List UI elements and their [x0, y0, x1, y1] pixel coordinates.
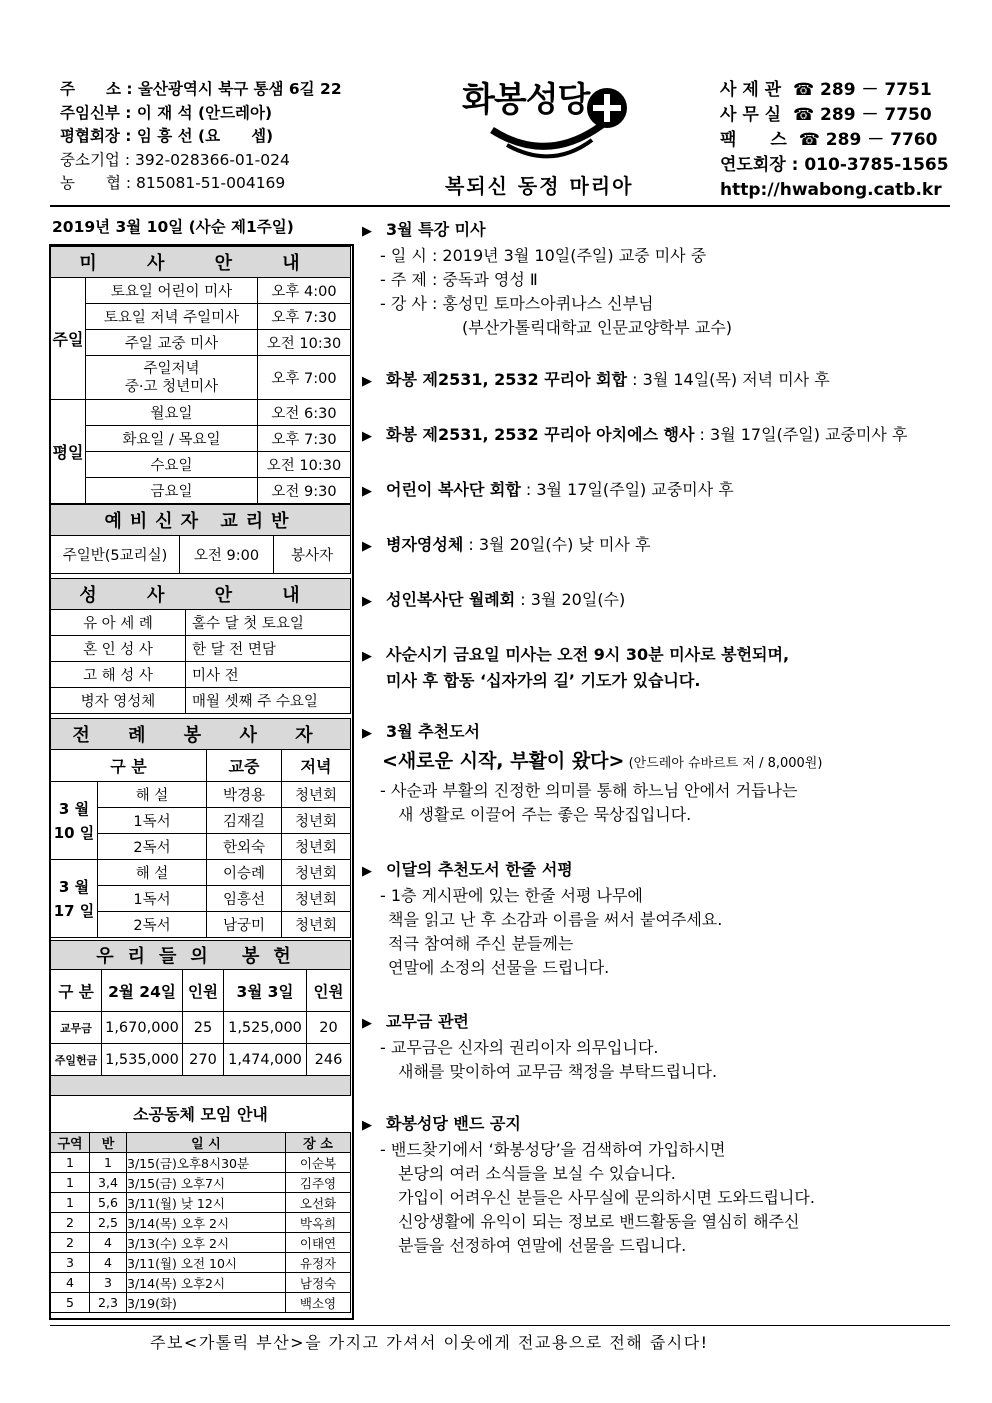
rosary-row: 연도회장 : 010-3785-1565	[720, 155, 949, 175]
notice-dues	[362, 1010, 717, 1084]
bank2-row: 농 협 : 815081-51-004169	[60, 174, 286, 192]
parish-subtitle: 복되신 동정 마리아	[445, 174, 634, 198]
liturgy-main: 임흥선	[207, 886, 282, 912]
mass-time: 오전 10:30	[258, 330, 351, 356]
mass-time: 오전 6:30	[258, 400, 351, 426]
notice-line: 연말에 소정의 선물을 드립니다.	[388, 958, 610, 977]
notice-line: - 강 사 : 홍성민 토마스아퀴나스 신부님	[380, 294, 654, 313]
address: 울산광역시 북구 통샘 6길 22	[137, 80, 342, 98]
offering-table	[50, 940, 351, 1096]
council-label: 평협회장	[60, 127, 120, 145]
community-cell: 3/14(목) 오후 2시	[127, 1213, 286, 1233]
notice-line: 분들을 선정하여 연말에 선물을 드립니다.	[398, 1236, 687, 1255]
notice-band	[362, 1112, 815, 1258]
notice-altar-servers	[362, 478, 734, 504]
address-label: 주 소	[60, 80, 121, 98]
notice-line: 신앙생활에 유익이 되는 정보로 밴드활동을 열심히 해주신	[398, 1212, 800, 1231]
community-header: 반	[90, 1133, 127, 1153]
liturgy-evening: 청년회	[282, 834, 351, 860]
mass-title: 미 사 안 내	[51, 247, 351, 278]
liturgy-main: 남궁미	[207, 912, 282, 938]
offering-count: 20	[307, 1012, 351, 1044]
notice-sick-communion	[362, 533, 650, 559]
sacrament-name: 고 해 성 사	[51, 662, 186, 688]
community-cell: 4	[51, 1273, 90, 1293]
liturgy-evening: 청년회	[282, 808, 351, 834]
community-cell: 김주영	[286, 1173, 351, 1193]
arrow-icon: ▶	[362, 649, 372, 664]
office-row	[720, 103, 949, 128]
bank1-row: 중소기업 : 392-028366-01-024	[60, 150, 290, 169]
community-cell: 3/13(수) 오후 2시	[127, 1233, 286, 1253]
community-cell: 3	[90, 1273, 127, 1293]
sacrament-name: 유 아 세 례	[51, 610, 186, 636]
contact-info	[720, 78, 949, 203]
arrow-icon: ▶	[362, 484, 372, 499]
book-title: <새로운 시작, 부활이 왔다>	[382, 750, 625, 772]
liturgy-role: 2독서	[98, 912, 207, 938]
mass-name: 수요일	[86, 452, 258, 478]
mass-name: 토요일 어린이 미사	[86, 278, 258, 304]
mass-name: 주일 교중 미사	[86, 330, 258, 356]
rosary-phone: 010-3785-1565	[804, 155, 949, 175]
sunday-label: 주일	[51, 278, 86, 400]
notice-line: - 밴드찾기에서 ‘화봉성당’을 검색하여 가입하시면	[380, 1140, 726, 1159]
liturgy-main: 김재길	[207, 808, 282, 834]
pastor-name: 이 재 석 (안드레아)	[136, 103, 273, 122]
notice-line: 책을 읽고 난 후 소감과 이름을 써서 붙여주세요.	[388, 910, 723, 929]
community-cell: 박옥희	[286, 1213, 351, 1233]
notice-special-mass	[362, 218, 732, 340]
offering-count: 270	[183, 1044, 224, 1076]
liturgy-main: 한외숙	[207, 834, 282, 860]
footer-divider	[50, 1325, 950, 1326]
liturgy-evening: 청년회	[282, 912, 351, 938]
community-table	[50, 1132, 351, 1313]
address-row: 주 소 : 울산광역시 북구 통샘 6길 22	[60, 80, 342, 98]
community-cell: 3/11(월) 낮 12시	[127, 1193, 286, 1213]
offering-amount: 1,474,000	[224, 1044, 307, 1076]
sacrament-info: 한 달 전 면담	[186, 636, 351, 662]
notice-title: 이달의 추천도서 한줄 서평	[386, 860, 573, 879]
notice-title: 3월 추천도서	[386, 722, 480, 741]
community-cell: 1	[51, 1153, 90, 1173]
community-cell: 3/15(금)오후8시30분	[127, 1153, 286, 1173]
mass-name: 화요일 / 목요일	[86, 426, 258, 452]
notice-line: 새 생활로 이끌어 주는 좋은 묵상집입니다.	[398, 805, 692, 824]
bank2-account: 815081-51-004169	[136, 174, 286, 192]
pastor-row: 주임신부 : 이 재 석 (안드레아)	[60, 103, 273, 122]
notice-text: : 3월 20일(수)	[515, 590, 626, 609]
bulletin-date: 2019년 3월 10일 (사순 제1주일)	[52, 218, 294, 236]
rectory-label: 사 제 관	[720, 80, 782, 100]
notice-title: 화봉성당 밴드 공지	[386, 1114, 521, 1133]
offering-header: 인원	[183, 970, 224, 1012]
offering-amount: 1,670,000	[102, 1012, 183, 1044]
notice-line: 사순시기 금요일 미사는 오전 9시 30분 미사로 봉헌되며,	[386, 645, 790, 664]
notice-book-review	[362, 858, 722, 980]
liturgy-role: 해 설	[98, 782, 207, 808]
council-row: 평협회장 : 임 흥 선 (요 셉)	[60, 127, 274, 145]
sacrament-name: 혼 인 성 사	[51, 636, 186, 662]
liturgy-header: 구 분	[51, 750, 207, 782]
sacrament-table	[50, 578, 351, 714]
community-cell: 오선화	[286, 1193, 351, 1213]
header-divider	[50, 205, 950, 207]
arrow-icon: ▶	[362, 539, 372, 554]
mass-name: 금요일	[86, 478, 258, 504]
mass-name: 주일저녁 중·고 청년미사	[86, 356, 258, 400]
offering-spacer	[51, 1076, 351, 1096]
community-title: 소공동체 모임 안내	[133, 1105, 268, 1124]
notice-title: 3월 특강 미사	[386, 220, 486, 239]
notice-line: 가입이 어려우신 분들은 사무실에 문의하시면 도와드립니다.	[398, 1188, 815, 1207]
community-cell: 백소영	[286, 1293, 351, 1313]
community-cell: 4	[90, 1253, 127, 1273]
notice-book	[362, 720, 822, 827]
notice-title: 화봉 제2531, 2532 꾸리아 회합	[386, 370, 628, 389]
mass-time: 오후 7:30	[258, 304, 351, 330]
liturgy-main: 이승례	[207, 860, 282, 886]
notice-line: 본당의 여러 소식들을 보실 수 있습니다.	[398, 1164, 676, 1183]
catechumen-teacher: 봉사자	[274, 536, 351, 574]
notice-line: - 일 시 : 2019년 3월 10일(주일) 교중 미사 중	[380, 246, 707, 265]
footer-text: 주보<가톨릭 부산>을 가지고 가셔서 이웃에게 전교용으로 전해 줍시다!	[150, 1333, 709, 1352]
community-cell: 1	[90, 1153, 127, 1173]
council-name: 임 흥 선 (요 셉)	[136, 127, 274, 145]
notice-line: - 교무금은 신자의 권리이자 의무입니다.	[380, 1038, 659, 1057]
community-cell: 4	[90, 1233, 127, 1253]
liturgy-title: 전 례 봉 사 자	[51, 719, 351, 750]
community-header: 구역	[51, 1133, 90, 1153]
notice-line: - 주 제 : 중독과 영성 Ⅱ	[380, 270, 538, 289]
arrow-icon: ▶	[362, 224, 372, 239]
community-cell: 5,6	[90, 1193, 127, 1213]
book-author: (안드레아 슈바르트 저 / 8,000원)	[624, 756, 823, 771]
pastor-label: 주임신부	[60, 103, 120, 122]
offering-count: 25	[183, 1012, 224, 1044]
sacrament-name: 병자 영성체	[51, 688, 186, 714]
website-url[interactable]: http://hwabong.catb.kr	[720, 180, 942, 200]
sacrament-info: 매월 셋째 주 수요일	[186, 688, 351, 714]
notice-lent-mass	[362, 643, 789, 693]
sacrament-info: 홀수 달 첫 토요일	[186, 610, 351, 636]
catechumen-class: 주일반(5교리실)	[51, 536, 180, 574]
offering-title: 우리들의 봉헌	[51, 941, 351, 970]
sacrament-title: 성 사 안 내	[51, 579, 351, 610]
logo-title: 화봉성당	[462, 80, 590, 120]
office-phone: ☎ 289 － 7750	[792, 105, 932, 125]
liturgy-evening: 청년회	[282, 886, 351, 912]
notice-adult-servers	[362, 588, 625, 614]
community-header: 일 시	[127, 1133, 286, 1153]
mass-name: 토요일 저녁 주일미사	[86, 304, 258, 330]
offering-header: 3월 3일	[224, 970, 307, 1012]
notice-text: : 3월 14일(목) 저녁 미사 후	[627, 370, 830, 389]
notice-title: 어린이 복사단 회합	[386, 480, 521, 499]
liturgy-date: 3 월 10 일	[51, 782, 98, 860]
community-cell: 3/19(화)	[127, 1293, 286, 1313]
liturgy-date: 3 월 17 일	[51, 860, 98, 938]
community-cell: 1	[51, 1193, 90, 1213]
community-cell: 3/14(목) 오후2시	[127, 1273, 286, 1293]
notice-line: - 사순과 부활의 진정한 의미를 통해 하느님 안에서 거듭나는	[380, 781, 798, 800]
liturgy-main: 박경용	[207, 782, 282, 808]
mass-time: 오후 4:00	[258, 278, 351, 304]
notice-line: (부산가톨릭대학교 인문교양학부 교수)	[462, 318, 732, 337]
bank1-label: 중소기업	[60, 150, 120, 169]
sacrament-info: 미사 전	[186, 662, 351, 688]
header-info	[60, 78, 342, 196]
community-cell: 1	[51, 1173, 90, 1193]
notice-text: : 3월 20일(수) 낮 미사 후	[463, 535, 651, 554]
notice-line: - 1층 게시판에 있는 한줄 서평 나무에	[380, 886, 643, 905]
notice-title: 성인복사단 월례회	[386, 590, 516, 609]
offering-amount: 1,525,000	[224, 1012, 307, 1044]
rosary-label: 연도회장	[720, 155, 786, 175]
liturgy-role: 2독서	[98, 834, 207, 860]
liturgy-header: 저녁	[282, 750, 351, 782]
arrow-icon: ▶	[362, 726, 372, 741]
offering-header: 구 분	[51, 970, 102, 1012]
notice-line: 미사 후 합동 ‘십자가의 길’ 기도가 있습니다.	[386, 671, 701, 690]
catechumen-time: 오전 9:00	[180, 536, 274, 574]
mass-time: 오후 7:30	[258, 426, 351, 452]
notice-line: 적극 참여해 주신 분들께는	[388, 934, 574, 953]
offering-count: 246	[307, 1044, 351, 1076]
offering-name: 교무금	[51, 1012, 102, 1044]
liturgy-role: 해 설	[98, 860, 207, 886]
fax-phone: ☎ 289 － 7760	[798, 130, 938, 150]
community-cell: 3	[51, 1253, 90, 1273]
offering-amount: 1,535,000	[102, 1044, 183, 1076]
community-cell: 3,4	[90, 1173, 127, 1193]
arrow-icon: ▶	[362, 1016, 372, 1031]
liturgy-table	[50, 718, 351, 938]
offering-header: 인원	[307, 970, 351, 1012]
notice-text: : 3월 17일(주일) 교중미사 후	[694, 425, 908, 444]
community-cell: 2,3	[90, 1293, 127, 1313]
community-cell: 2	[51, 1233, 90, 1253]
rectory-phone: ☎ 289 － 7751	[792, 80, 932, 100]
arrow-icon: ▶	[362, 429, 372, 444]
liturgy-evening: 청년회	[282, 782, 351, 808]
community-cell: 2,5	[90, 1213, 127, 1233]
community-cell: 5	[51, 1293, 90, 1313]
mass-time: 오후 7:00	[258, 356, 351, 400]
notice-title: 화봉 제2531, 2532 꾸리아 아치에스 행사	[386, 425, 695, 444]
notice-text: : 3월 17일(주일) 교중미사 후	[520, 480, 734, 499]
weekday-label: 평일	[51, 400, 86, 504]
arrow-icon: ▶	[362, 1118, 372, 1133]
community-cell: 3/15(금) 오후7시	[127, 1173, 286, 1193]
office-label: 사 무 실	[720, 105, 782, 125]
community-cell: 남정숙	[286, 1273, 351, 1293]
community-cell: 이태연	[286, 1233, 351, 1253]
catechumen-table	[50, 504, 351, 574]
liturgy-role: 1독서	[98, 808, 207, 834]
offering-name: 주일헌금	[51, 1044, 102, 1076]
rectory-row	[720, 78, 949, 103]
notice-title: 병자영성체	[386, 535, 464, 554]
liturgy-evening: 청년회	[282, 860, 351, 886]
bank1-account: 392-028366-01-024	[134, 150, 290, 169]
notice-title: 교무금 관련	[386, 1012, 469, 1031]
arrow-icon: ▶	[362, 594, 372, 609]
notice-acies	[362, 423, 907, 449]
mass-name: 월요일	[86, 400, 258, 426]
community-cell: 이순복	[286, 1153, 351, 1173]
mass-table	[50, 246, 351, 504]
community-cell: 유정자	[286, 1253, 351, 1273]
community-header: 장 소	[286, 1133, 351, 1153]
offering-header: 2월 24일	[102, 970, 183, 1012]
catechumen-title: 예비신자 교리반	[51, 505, 351, 536]
mass-time: 오전 9:30	[258, 478, 351, 504]
liturgy-role: 1독서	[98, 886, 207, 912]
notice-curia-meeting	[362, 368, 830, 394]
liturgy-header: 교중	[207, 750, 282, 782]
community-cell: 2	[51, 1213, 90, 1233]
fax-label: 팩 스	[720, 130, 787, 150]
bank2-label: 농 협	[60, 174, 121, 192]
mass-time: 오전 10:30	[258, 452, 351, 478]
community-cell: 3/11(월) 오전 10시	[127, 1253, 286, 1273]
arrow-icon: ▶	[362, 864, 372, 879]
fax-row	[720, 128, 949, 153]
notice-line: 새해를 맞이하여 교무금 책정을 부탁드립니다.	[398, 1062, 718, 1081]
arrow-icon: ▶	[362, 374, 372, 389]
